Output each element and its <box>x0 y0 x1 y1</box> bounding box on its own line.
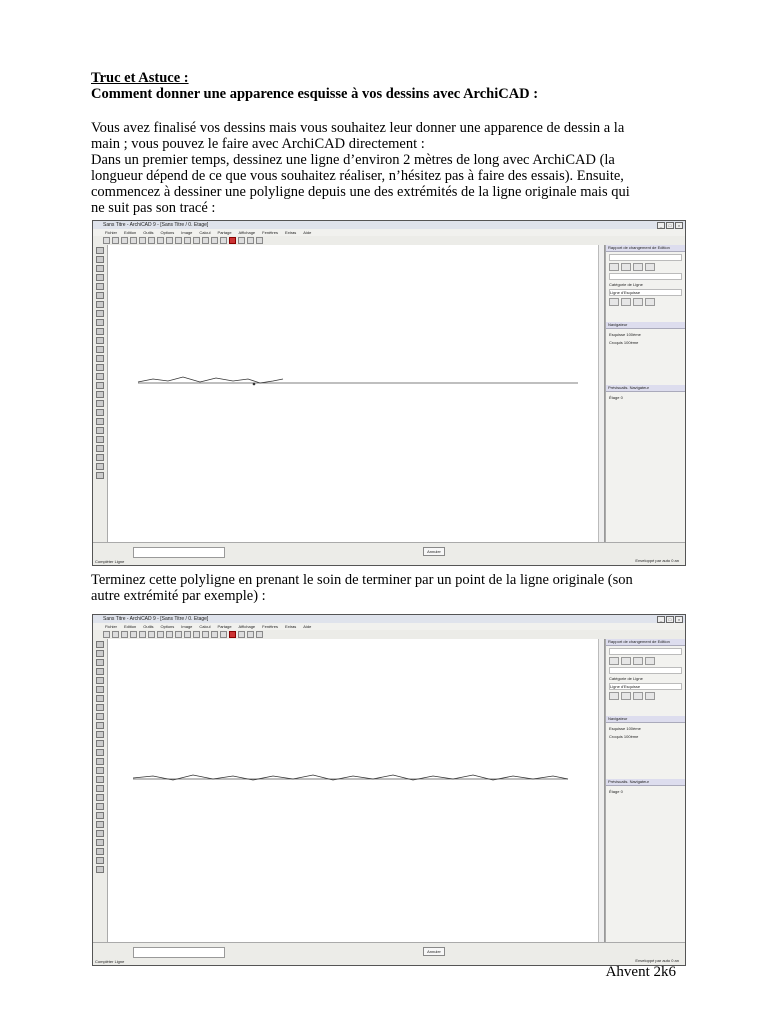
slab-tool-icon[interactable] <box>96 740 104 747</box>
page-subtitle: Comment donner une apparence esquisse à vos dessins avec ArchiCAD : <box>91 86 539 102</box>
contour-selector[interactable] <box>609 667 682 674</box>
3d-icon[interactable] <box>220 631 227 638</box>
toolbox-palette <box>93 639 108 943</box>
zoom-out-icon[interactable] <box>247 631 254 638</box>
pen-selector[interactable] <box>609 254 682 261</box>
arrow-type-icon[interactable] <box>621 657 631 665</box>
menu-outils[interactable]: Outils <box>143 230 154 235</box>
open-icon[interactable] <box>112 237 119 244</box>
arrow-icon[interactable] <box>633 692 643 700</box>
view-icon[interactable] <box>211 237 218 244</box>
spline-tool-icon[interactable] <box>96 695 104 702</box>
hotspot-tool-icon[interactable] <box>96 704 104 711</box>
hotspot-tool-icon[interactable] <box>96 310 104 317</box>
coordinate-box <box>133 547 225 558</box>
polyline-tool-icon[interactable] <box>96 668 104 675</box>
dimension-tool-icon[interactable] <box>96 436 104 443</box>
layer-label: Catégorie de Ligne <box>609 282 643 287</box>
window-title: Sans Titre - ArchiCAD 9 - [Sans Titre / 0. Etage] <box>103 616 209 622</box>
section-tool-icon[interactable] <box>96 848 104 855</box>
label-tool-icon[interactable] <box>96 427 104 434</box>
menu-calcul[interactable]: Calcul <box>199 230 211 235</box>
text-tool-icon[interactable] <box>96 418 104 425</box>
zoom-in-icon[interactable] <box>238 631 245 638</box>
dimension-tool-icon[interactable] <box>96 830 104 837</box>
layer-label: Catégorie de Ligne <box>609 676 643 681</box>
vertical-scrollbar[interactable] <box>598 245 604 543</box>
rectangle-icon[interactable] <box>633 657 643 665</box>
snap-icon[interactable] <box>202 237 209 244</box>
zoom-in-icon[interactable] <box>238 237 245 244</box>
sketch-drawing <box>108 639 605 943</box>
roof-tool-icon[interactable] <box>96 355 104 362</box>
door-tool-icon[interactable] <box>96 382 104 389</box>
print-icon[interactable] <box>130 237 137 244</box>
snap-icon[interactable] <box>202 631 209 638</box>
page-title: Truc et Astuce : <box>91 70 189 86</box>
lamp-tool-icon[interactable] <box>96 803 104 810</box>
palette-title: Rapport de changement de Edition <box>606 639 685 646</box>
wall-tool-icon[interactable] <box>96 713 104 720</box>
stair-tool-icon[interactable] <box>96 767 104 774</box>
toolbox-palette <box>93 245 108 543</box>
preview-title: Prévisualis. Navigateur <box>606 385 685 392</box>
vertical-scrollbar[interactable] <box>598 639 604 943</box>
document-heading <box>91 70 681 102</box>
check-icon[interactable] <box>609 298 619 306</box>
cut-icon[interactable] <box>139 631 146 638</box>
layers-icon[interactable] <box>184 237 191 244</box>
arrow-icon[interactable] <box>633 298 643 306</box>
paragraph-line: main ; vous pouvez le faire avec ArchiCAD directement : <box>91 136 425 152</box>
status-bar <box>93 542 685 565</box>
preview-item[interactable]: Étage 0 <box>609 395 623 400</box>
text-tool-icon[interactable] <box>96 812 104 819</box>
menu-image[interactable]: Image <box>181 624 193 629</box>
menu-calcul[interactable]: Calcul <box>199 624 211 629</box>
wall-tool-icon[interactable] <box>96 319 104 326</box>
label-tool-icon[interactable] <box>96 821 104 828</box>
copy-icon[interactable] <box>148 237 155 244</box>
menu-affichage[interactable]: Affichage <box>238 230 256 235</box>
menu-fichier[interactable]: Fichier <box>105 230 118 235</box>
preview-item[interactable]: Étage 0 <box>609 789 623 794</box>
menu-affichage[interactable]: Affichage <box>238 624 256 629</box>
column-tool-icon[interactable] <box>96 328 104 335</box>
paragraph-line: commencez à dessiner une polyligne depuis une des extrémités de la ligne originale mais qui <box>91 184 630 200</box>
drawing-canvas[interactable] <box>108 639 605 943</box>
sketch-drawing <box>108 245 605 543</box>
pencil-icon[interactable] <box>621 692 631 700</box>
window-title: Sans Titre - ArchiCAD 9 - [Sans Titre / 0. Etage] <box>103 222 209 228</box>
menu-image[interactable]: Image <box>181 230 193 235</box>
window-tool-icon[interactable] <box>96 391 104 398</box>
pen-selector[interactable] <box>609 648 682 655</box>
contour-selector[interactable] <box>609 273 682 280</box>
menu-fenetres[interactable]: Fenêtres <box>262 230 278 235</box>
fill-tool-icon[interactable] <box>96 445 104 452</box>
cursor-point <box>253 383 256 386</box>
line-type-icon[interactable] <box>609 657 619 665</box>
navigator-item[interactable]: Esquisse 100ème <box>609 332 641 337</box>
mesh-tool-icon[interactable] <box>96 758 104 765</box>
rectangle-icon[interactable] <box>633 263 643 271</box>
spline-tool-icon[interactable] <box>96 301 104 308</box>
line-category-select[interactable]: Ligne d'Esquisse <box>609 683 682 690</box>
minimize-icon[interactable]: _ <box>657 222 665 229</box>
line-category-select[interactable]: Ligne d'Esquisse <box>609 289 682 296</box>
line-tool-icon[interactable] <box>96 659 104 666</box>
zoom-out-icon[interactable] <box>247 237 254 244</box>
render-icon[interactable] <box>229 631 236 638</box>
paste-icon[interactable] <box>157 237 164 244</box>
menu-extras[interactable]: Extras <box>284 624 297 629</box>
slab-tool-icon[interactable] <box>96 346 104 353</box>
menu-aide[interactable]: Aide <box>303 230 312 235</box>
status-right-text: Enveloppé par auto 0 an <box>635 558 679 563</box>
menu-options[interactable]: Options <box>160 230 175 235</box>
archicad-screenshot-1 <box>92 220 686 566</box>
maximize-icon[interactable]: □ <box>666 222 674 229</box>
undo-icon[interactable] <box>166 237 173 244</box>
intro-paragraph <box>91 120 681 216</box>
paste-icon[interactable] <box>157 631 164 638</box>
author-signature: Ahvent 2k6 <box>605 964 676 980</box>
status-bar <box>93 942 685 965</box>
pan-icon[interactable] <box>256 631 263 638</box>
paragraph-line: Terminez cette polyligne en prenant le soin de terminer par un point de la ligne originale (son <box>91 572 633 588</box>
diag-icon[interactable] <box>645 692 655 700</box>
redo-icon[interactable] <box>175 237 182 244</box>
arrow-tool-icon[interactable] <box>96 247 104 254</box>
status-text: Compléter Ligne <box>95 559 125 564</box>
paragraph-line: ne suit pas son tracé : <box>91 200 216 216</box>
redo-icon[interactable] <box>175 631 182 638</box>
view-icon[interactable] <box>211 631 218 638</box>
figure-tool-icon[interactable] <box>96 472 104 479</box>
lamp-tool-icon[interactable] <box>96 409 104 416</box>
sketch-polyline <box>138 377 283 383</box>
cancel-button[interactable]: Annuler <box>423 947 445 956</box>
beam-tool-icon[interactable] <box>96 731 104 738</box>
navigator-item[interactable]: Croquis 100ème <box>609 734 639 739</box>
column-tool-icon[interactable] <box>96 722 104 729</box>
object-tool-icon[interactable] <box>96 400 104 407</box>
status-text: Compléter Ligne <box>95 959 125 964</box>
archicad-screenshot-2 <box>92 614 686 966</box>
circle-icon[interactable] <box>645 263 655 271</box>
figure-tool-icon[interactable] <box>96 866 104 873</box>
preview-title: Prévisualis. Navigateur <box>606 779 685 786</box>
cut-icon[interactable] <box>139 237 146 244</box>
new-icon[interactable] <box>103 631 110 638</box>
diag-icon[interactable] <box>645 298 655 306</box>
menu-fichier[interactable]: Fichier <box>105 624 118 629</box>
info-box-palette <box>605 639 685 943</box>
circle-tool-icon[interactable] <box>96 292 104 299</box>
grid-icon[interactable] <box>193 237 200 244</box>
layers-icon[interactable] <box>184 631 191 638</box>
menu-edition[interactable]: Edition <box>124 230 137 235</box>
maximize-icon[interactable]: □ <box>666 616 674 623</box>
status-right-text: Enveloppé par auto 0 an <box>635 958 679 963</box>
arrow-tool-icon[interactable] <box>96 641 104 648</box>
save-icon[interactable] <box>121 237 128 244</box>
open-icon[interactable] <box>112 631 119 638</box>
window-tool-icon[interactable] <box>96 785 104 792</box>
pan-icon[interactable] <box>256 237 263 244</box>
drawing-canvas[interactable] <box>108 245 605 543</box>
palette-title: Rapport de changement de Edition <box>606 245 685 252</box>
paragraph-line: longueur dépend de ce que vous souhaitez réaliser, n’hésitez pas à faire des essais). Ensuite, <box>91 168 624 184</box>
beam-tool-icon[interactable] <box>96 337 104 344</box>
menu-fenetres[interactable]: Fenêtres <box>262 624 278 629</box>
section-tool-icon[interactable] <box>96 454 104 461</box>
grid-icon[interactable] <box>193 631 200 638</box>
circle-tool-icon[interactable] <box>96 686 104 693</box>
circle-icon[interactable] <box>645 657 655 665</box>
paragraph-line: autre extrémité par exemple) : <box>91 588 266 604</box>
camera-tool-icon[interactable] <box>96 463 104 470</box>
paragraph-line: Dans un premier temps, dessinez une ligne d’environ 2 mètres de long avec ArchiCAD (la <box>91 152 615 168</box>
cancel-button[interactable]: Annuler <box>423 547 445 556</box>
minimize-icon[interactable]: _ <box>657 616 665 623</box>
menu-extras[interactable]: Extras <box>284 230 297 235</box>
line-tool-icon[interactable] <box>96 265 104 272</box>
navigator-title: Navigateur <box>606 322 685 329</box>
menu-options[interactable]: Options <box>160 624 175 629</box>
copy-icon[interactable] <box>148 631 155 638</box>
3d-icon[interactable] <box>220 237 227 244</box>
save-icon[interactable] <box>121 631 128 638</box>
marquee-tool-icon[interactable] <box>96 256 104 263</box>
close-icon[interactable]: × <box>675 616 683 623</box>
roof-tool-icon[interactable] <box>96 749 104 756</box>
coordinate-box <box>133 947 225 958</box>
polyline-tool-icon[interactable] <box>96 274 104 281</box>
line-type-icon[interactable] <box>609 263 619 271</box>
camera-tool-icon[interactable] <box>96 857 104 864</box>
menu-partage[interactable]: Partage <box>217 624 232 629</box>
second-paragraph <box>91 572 681 604</box>
fill-tool-icon[interactable] <box>96 839 104 846</box>
pencil-icon[interactable] <box>621 298 631 306</box>
render-icon[interactable] <box>229 237 236 244</box>
check-icon[interactable] <box>609 692 619 700</box>
arrow-type-icon[interactable] <box>621 263 631 271</box>
menu-partage[interactable]: Partage <box>217 230 232 235</box>
object-tool-icon[interactable] <box>96 794 104 801</box>
door-tool-icon[interactable] <box>96 776 104 783</box>
menu-aide[interactable]: Aide <box>303 624 312 629</box>
arc-tool-icon[interactable] <box>96 677 104 684</box>
new-icon[interactable] <box>103 237 110 244</box>
arc-tool-icon[interactable] <box>96 283 104 290</box>
navigator-item[interactable]: Croquis 100ème <box>609 340 639 345</box>
close-icon[interactable]: × <box>675 222 683 229</box>
print-icon[interactable] <box>130 631 137 638</box>
navigator-item[interactable]: Esquisse 100ème <box>609 726 641 731</box>
info-box-palette <box>605 245 685 543</box>
navigator-title: Navigateur <box>606 716 685 723</box>
menu-edition[interactable]: Edition <box>124 624 137 629</box>
menu-outils[interactable]: Outils <box>143 624 154 629</box>
marquee-tool-icon[interactable] <box>96 650 104 657</box>
mesh-tool-icon[interactable] <box>96 364 104 371</box>
stair-tool-icon[interactable] <box>96 373 104 380</box>
undo-icon[interactable] <box>166 631 173 638</box>
paragraph-line: Vous avez finalisé vos dessins mais vous souhaitez leur donner une apparence de dessin a la <box>91 120 625 136</box>
